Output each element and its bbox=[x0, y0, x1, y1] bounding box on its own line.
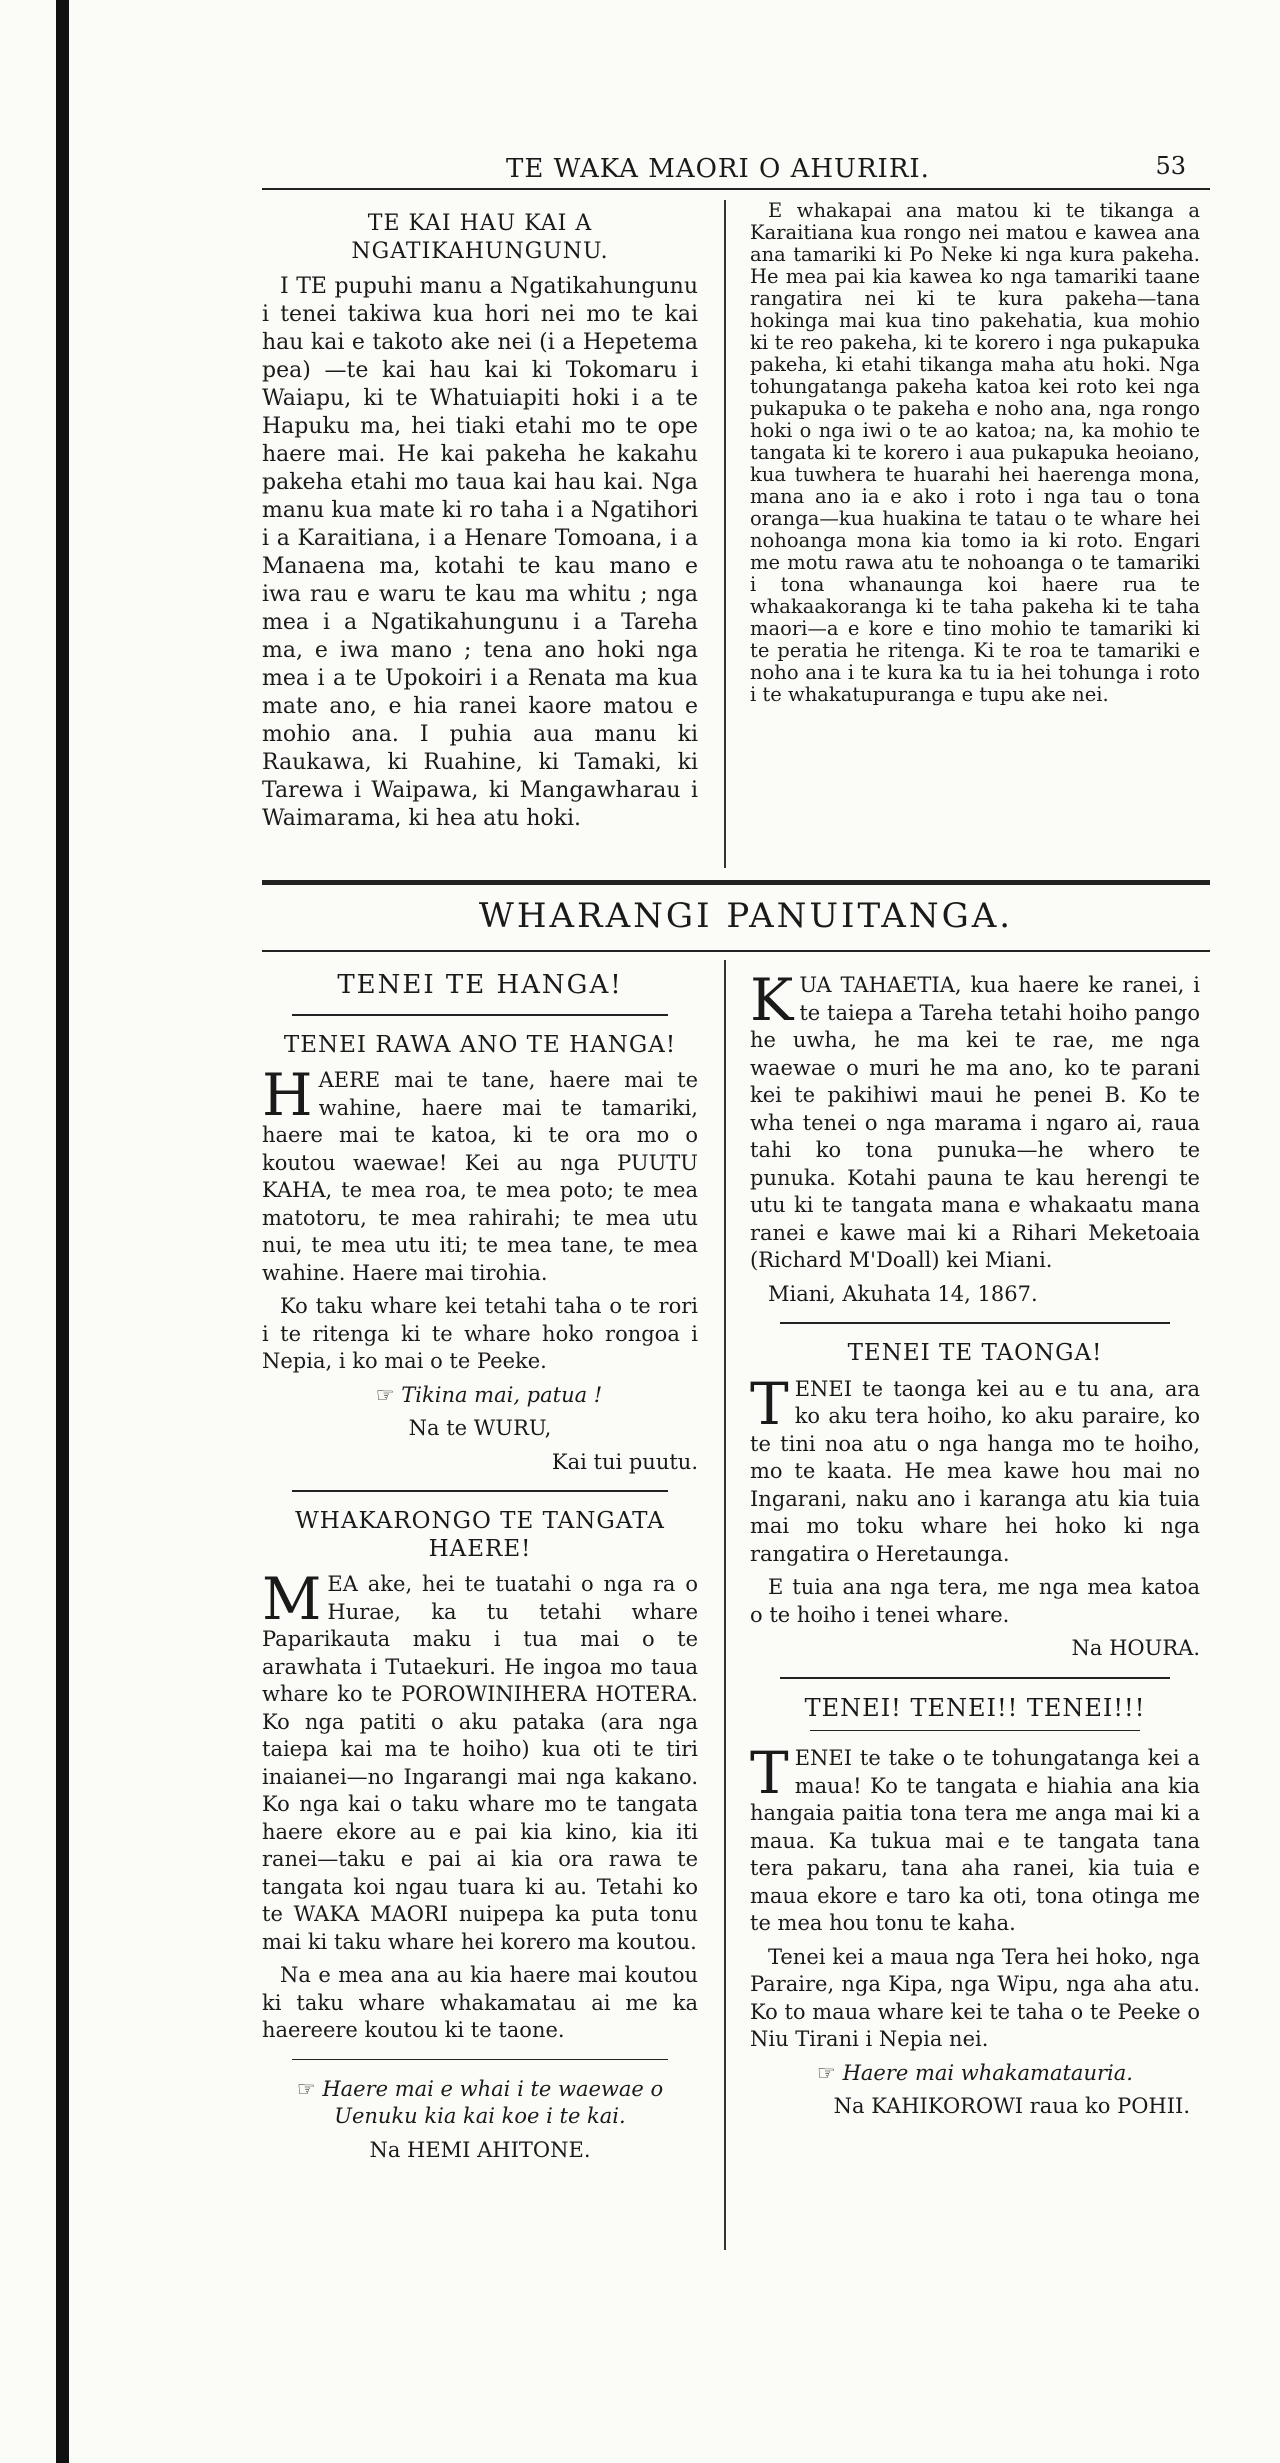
ad-title: TENEI TE HANGA! bbox=[337, 970, 623, 1000]
ad-body: Ko taku whare kei tetahi taha o te rori i te ritenga ki te whare hoko rongoa i Nepia, i ko mai o te Peeke. bbox=[262, 1294, 698, 1373]
separator bbox=[810, 1730, 1140, 1731]
newspaper-title: TE WAKA MAORI O AHURIRI. bbox=[506, 154, 930, 184]
ad-text: AERE mai te tane, haere mai te wahine, haere mai te tamariki, haere mai te katoa, ki te ora mo o koutou waewae! Kei au nga PUUTU KAHA, te mea roa, te mea poto; te mea matotoru, te mea rahirahi; te mea utu nui, te mea utu iti; te mea tane, te mea wahine. Haere mai tirohia. bbox=[262, 1068, 698, 1285]
separator bbox=[780, 1677, 1170, 1679]
ad-subtitle: TENEI RAWA ANO TE HANGA! bbox=[283, 1031, 677, 1058]
ad-text: ENEI te taonga kei au e tu ana, ara ko aku tera hoiho, ko aku paraire, ko te tini noa atu o nga hanga mo te hoiho, mo te kaata. He mea kawe hou mai no Ingarani, naku ano i karanga atu kia tuia mai mo toku whare hei hoko ki nga rangatira o Heretaunga. bbox=[750, 1376, 1200, 1566]
ad-note bbox=[262, 2076, 698, 2131]
section-rule-bottom bbox=[262, 950, 1210, 952]
separator bbox=[292, 1014, 668, 1016]
ad-body: Na e mea ana au kia haere mai koutou ki taku whare whakamatau ai me ka haereere koutou ki te taone. bbox=[262, 1963, 698, 2042]
section-rule-top bbox=[262, 880, 1210, 885]
drop-cap: K bbox=[750, 966, 794, 1034]
header-rule bbox=[262, 188, 1210, 190]
ad-body bbox=[750, 1739, 1200, 1938]
signature-title: Kai tui puutu. bbox=[551, 1449, 698, 1474]
ad-text: EA ake, hei te tuatahi o nga ra o Hurae, ka tu tetahi whare Paparikauta maku i tua mai o te arawhata i Tutaekuri. He ingoa mo taua whare ko te POROWINIHERA HOTERA. Ko nga patiti o aku pataka (ara nga taiepa kai ma te hoiho) kua oti te tiri inaianei—no Ingarangi mai nga kakano. Ko nga kai o taku whare mo te tangata haere ekore au e pai kia kino, kia iti ranei—taku e pai ai kia ora rawa te tangata koi ngau tuara ki au. Tetahi ko te WAKA MAORI nuipepa ka puta tonu mai ki taku whare hei korero ma koutou. bbox=[262, 1572, 698, 1954]
column-divider-top bbox=[724, 200, 726, 868]
pointing-hand-icon: ☞ bbox=[375, 1382, 395, 1407]
separator bbox=[780, 1322, 1170, 1324]
ad-title: WHAKARONGO TE TANGATA HAERE! bbox=[295, 1508, 665, 1562]
column-divider-bottom bbox=[724, 960, 726, 2250]
signature: Na HOURA. bbox=[1071, 1636, 1200, 1660]
ad-note bbox=[750, 2060, 1200, 2088]
drop-cap: T bbox=[750, 1369, 789, 1438]
separator bbox=[292, 1490, 668, 1492]
note-text: Haere mai whakamatauria. bbox=[842, 2060, 1133, 2085]
ad-body bbox=[262, 1061, 698, 1287]
ad-body bbox=[750, 966, 1200, 1275]
ad-body: E tuia ana nga tera, me nga mea katoa o te hoiho i tenei whare. bbox=[750, 1575, 1200, 1627]
ad-body: Tenei kei a maua nga Tera hei hoko, nga Paraire, nga Kipa, nga Wipu, nga aha atu. Ko to maua whare kei te taha o te Peeke o Niu Tirani i Nepia nei. bbox=[750, 1944, 1200, 2051]
ad-date: Miani, Akuhata 14, 1867. bbox=[768, 1281, 1038, 1306]
article-body: I TE pupuhi manu a Ngatikahungunu i tenei takiwa kua hori nei mo te kai hau kai e takoto ake nei (i a Hepetema pea) —te kai hau kai ki Tokomaru i Waiapu, ki te Whatuiapiti hoki i a te Hapuku ma, hei tiaki etahi mo te ope haere mai. He kai pakeha he kakahu pakeha etahi mo taua kai hau kai. Nga manu kua mate ki ro taha i a Ngatihori i a Karaitiana, i a Henare Tomoana, i a Manaena ma, kotahi te kau mano e iwa rau e waru te kau ma whitu ; nga mea i a Ngatikahungunu i a Tareha ma, e iwa mano ; tena ano hoki nga mea i a te Upokoiri i a Renata ma kua mate ano, e hia ranei kaore matou e mohio ana. I puhia aua manu ki Raukawa, ki Ruahine, ki Tamaki, ki Tarewa i Waipawa, ki Mangawharau i Waimarama, ki hea atu hoki. bbox=[262, 274, 698, 831]
ads-left-column bbox=[262, 972, 698, 2170]
binding-edge bbox=[56, 0, 69, 2463]
note-text: Tikina mai, patua ! bbox=[401, 1382, 603, 1407]
ad-body bbox=[750, 1369, 1200, 1569]
ad-title: TENEI! TENEI!! TENEI!!! bbox=[804, 1693, 1146, 1722]
drop-cap: M bbox=[262, 1565, 322, 1633]
pointing-hand-icon: ☞ bbox=[296, 2076, 316, 2101]
drop-cap: T bbox=[750, 1739, 789, 1807]
page-number: 53 bbox=[1155, 152, 1186, 180]
separator bbox=[292, 2059, 668, 2060]
ad-title: TENEI TE TAONGA! bbox=[847, 1340, 1103, 1366]
ad-text: ENEI te take o te tohungatanga kei a maua! Ko te tangata e hiahia ana kia hangaia paitia tona tera me anga mai ki a maua. Ka tukua mai e te tangata tana tera pakaru, tana aha ranei, kia tuia e maua ekore e taro ka oti, tona otinga me te mea hou tonu te kaha. bbox=[750, 1746, 1200, 1935]
left-article bbox=[262, 210, 698, 839]
ad-note bbox=[262, 1382, 698, 1410]
ad-body bbox=[262, 1565, 698, 1956]
ads-right-column bbox=[750, 966, 1200, 2127]
signature: Na KAHIKOROWI raua ko POHII. bbox=[833, 2094, 1190, 2118]
right-article bbox=[750, 200, 1200, 712]
note-text: Haere mai e whai i te waewae o Uenuku kia kai koe i te kai. bbox=[322, 2076, 664, 2128]
article-body: E whakapai ana matou ki te tikanga a Karaitiana kua rongo nei matou e kawea ana ana tamariki ki Po Neke ki nga kura pakeha. He mea pai kia kawea ko nga tamariki taane rangatira nei ki te kura pakeha—tana hokinga mai kua tino pakehatia, kua mohio ki te reo pakeha, ki te korero i nga pukapuka pakeha, ki etahi tikanga maha atu hoki. Nga tohungatanga pakeha katoa kei roto kei nga pukapuka o te pakeha e noho ana, nga rongo hoki o nga iwi o te ao katoa; na, ka mohio te tangata ki te korero i aua pukapuka heoiano, kua tuwhera te huarahi hei haerenga mona, mana ano ia e ako i roto i nga tau o tona oranga—kua huakina te tatau o te whare hei nohoanga mona kia tomo ia ki roto. Engari me motu rawa atu te nohoanga o te tamariki i tona whanaunga koi haere rua te whakaakoranga ki te taha pakeha ki te taha maori—a e kore e tino mohio te tamariki ki te peratia he ritenga. Ki te roa te tamariki e noho ana i te kura ka tu ia hei tohunga i roto i te whakatupuranga e tupu ake nei. bbox=[750, 199, 1200, 706]
running-header bbox=[256, 148, 1206, 192]
section-title: WHARANGI PANUITANGA. bbox=[478, 896, 1014, 936]
article-heading: TE KAI HAU KAI A NGATIKAHUNGUNU. bbox=[351, 211, 609, 264]
signature: Na te WURU, bbox=[408, 1416, 552, 1440]
drop-cap: H bbox=[262, 1061, 313, 1129]
pointing-hand-icon: ☞ bbox=[817, 2060, 836, 2085]
ad-text: UA TAHAETIA, kua haere ke ranei, i te taiepa a Tareha tetahi hoiho pango he uwha, he ma kei te rae, me nga waewae o muri he ma ano, ko te parani kei te pakihiwi maui he penei B. Ko te wha tenei o nga marama i ngaro ai, raua tahi ko tona punuka—he whero te punuka. Kotahi pauna te kau herengi te utu ki te tangata mana e whakaatu mana ranei e kawe mai ki a Rihari Meketoaia (Richard M'Doall) kei Miani. bbox=[750, 973, 1200, 1272]
signature: Na HEMI AHITONE. bbox=[369, 2137, 591, 2162]
